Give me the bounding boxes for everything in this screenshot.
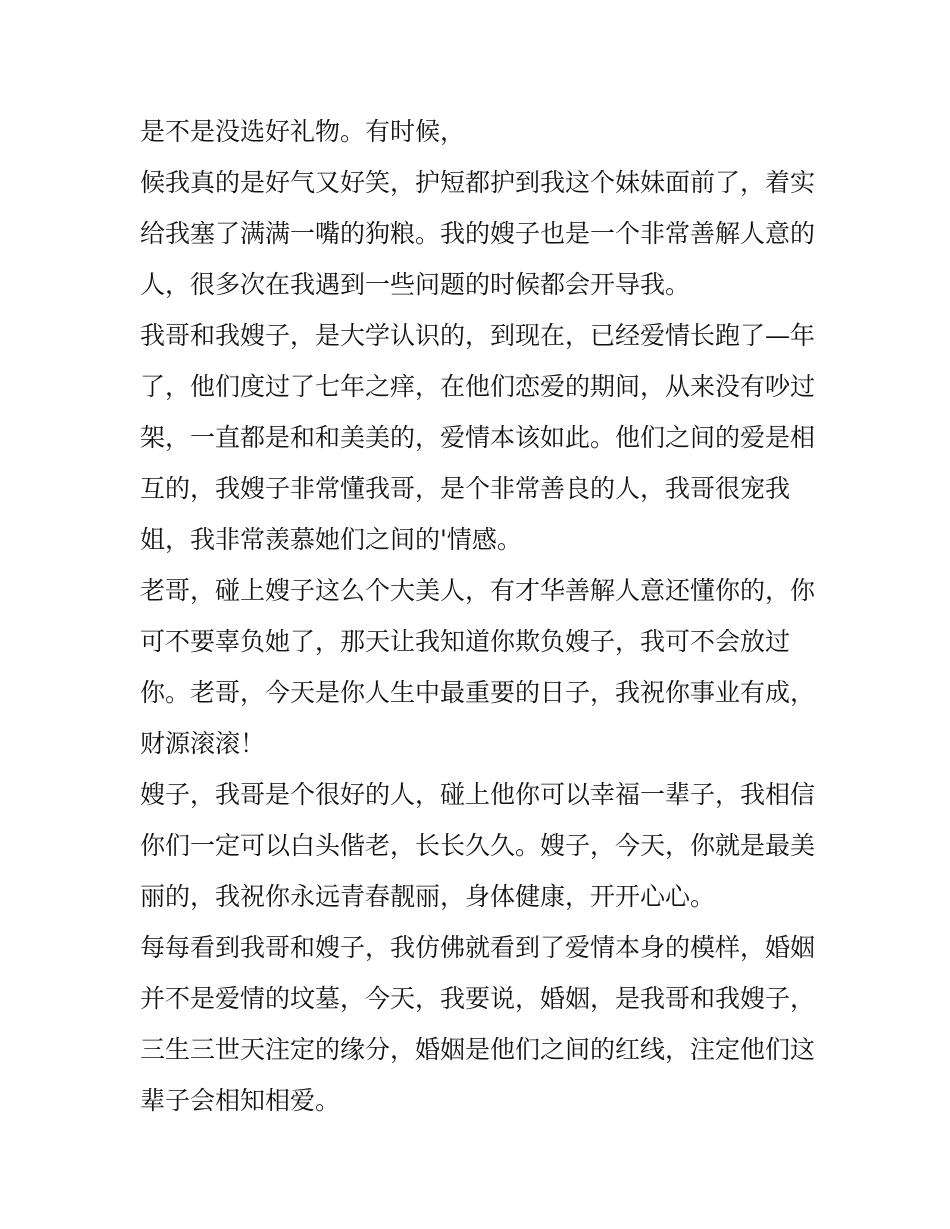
text-line: 财源滚滚！ — [140, 729, 266, 758]
text-line: 老哥，碰上嫂子这么个大美人，有才华善解人意还懂你的，你 — [140, 576, 816, 605]
text-line: 给我塞了满满一嘴的狗粮。我的嫂子也是一个非常善解人意的 — [140, 219, 816, 248]
text-line: 可不要辜负她了，那天让我知道你欺负嫂子，我可不会放过 — [140, 627, 791, 656]
text-line: 是不是没选好礼物。有时候， — [140, 117, 466, 146]
text-line: 辈子会相知相爱。 — [140, 1086, 341, 1115]
text-line: 丽的，我祝你永远青春靓丽，身体健康，开开心心。 — [140, 882, 716, 911]
text-line: 嫂子，我哥是个很好的人，碰上他你可以幸福一辈子，我相信 — [140, 780, 816, 809]
text-line: 人，很多次在我遇到一些问题的时候都会开导我。 — [140, 270, 691, 299]
text-line: 我哥和我嫂子，是大学认识的，到现在，已经爱情长跑了—年 — [140, 321, 816, 350]
text-line: 互的，我嫂子非常懂我哥，是个非常善良的人，我哥很宠我 — [140, 474, 791, 503]
text-line: 并不是爱情的坟墓，今天，我要说，婚姻，是我哥和我嫂子， — [140, 984, 816, 1013]
text-line: 每每看到我哥和嫂子，我仿佛就看到了爱情本身的模样，婚姻 — [140, 933, 816, 962]
text-line: 三生三世天注定的缘分，婚姻是他们之间的红线，注定他们这 — [140, 1035, 816, 1064]
text-line: 你。老哥，今天是你人生中最重要的日子，我祝你事业有成， — [140, 678, 816, 707]
text-line: 你们一定可以白头偕老，长长久久。嫂子，今天，你就是最美 — [140, 831, 816, 860]
text-line: 架，一直都是和和美美的，爱情本该如此。他们之间的爱是相 — [140, 423, 816, 452]
text-line: 候我真的是好气又好笑，护短都护到我这个妹妹面前了，着实 — [140, 168, 816, 197]
text-line: 姐，我非常羡慕她们之间的'情感。 — [140, 525, 522, 554]
document-body — [140, 106, 820, 1126]
text-line: 了，他们度过了七年之痒，在他们恋爱的期间，从来没有吵过 — [140, 372, 816, 401]
